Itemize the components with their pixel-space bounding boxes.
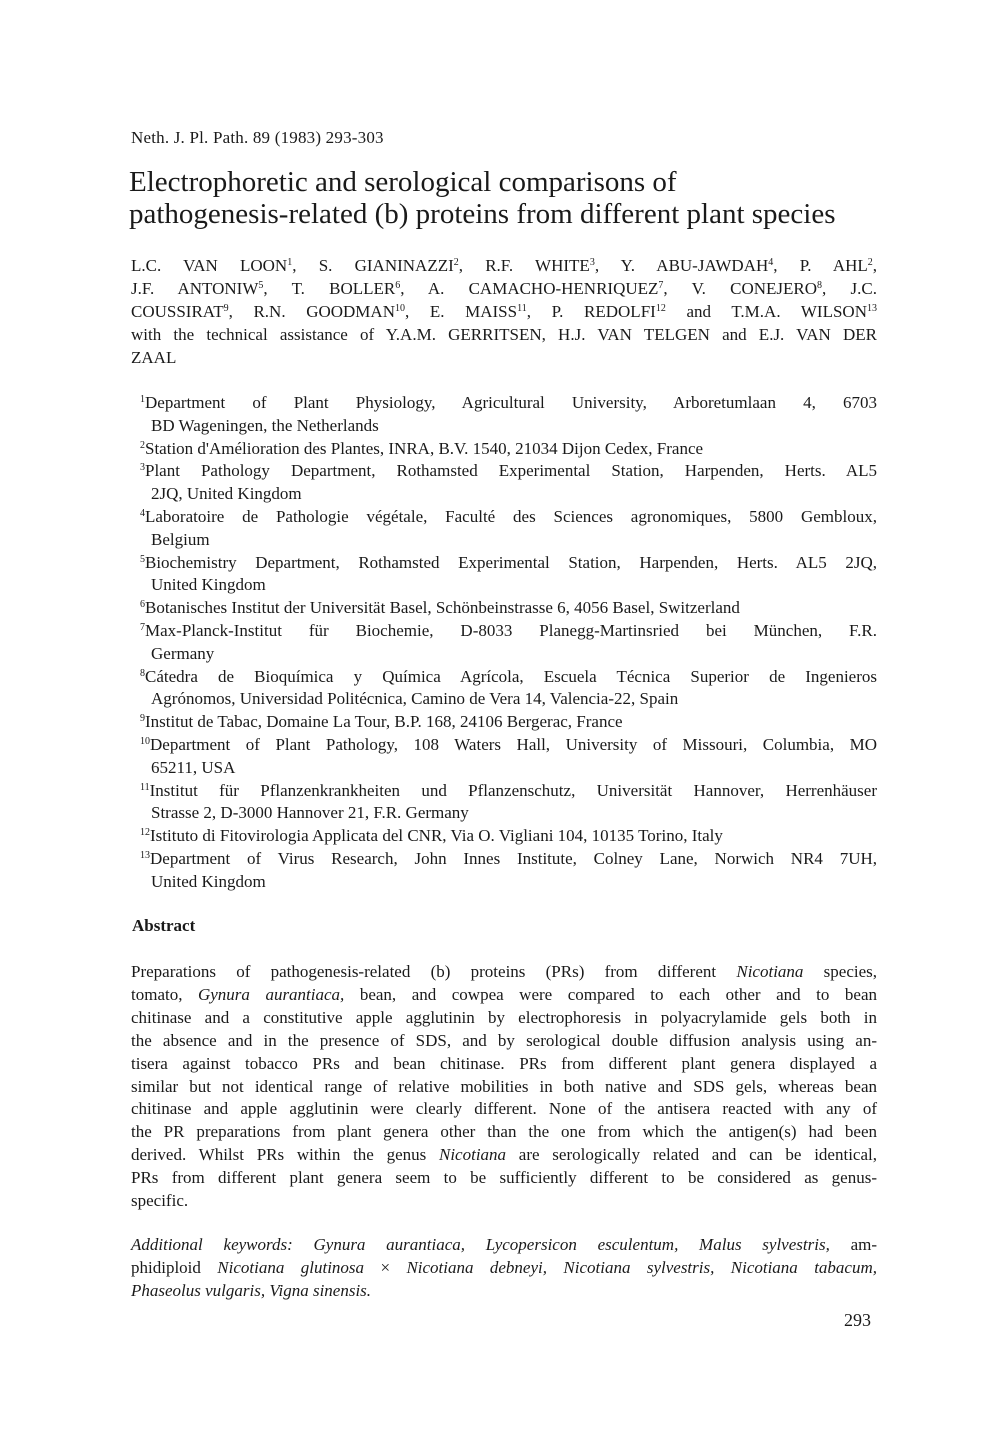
affiliation-7 <box>140 620 877 666</box>
affiliation-2 <box>140 438 877 461</box>
abstract-line: chitinase and apple agglutinin were clearly different. None of the antisera reacted with any of <box>131 1099 877 1119</box>
abstract-line: Preparations of pathogenesis-related (b) proteins (PRs) from different Nicotiana species, <box>131 962 878 981</box>
abstract-body <box>131 961 877 1213</box>
affiliation-line: $^{13}$Department of Virus Research, John Innes Institute, Colney Lane, Norwich NR4 7UH, <box>140 848 877 868</box>
affiliation-line: 65211, USA <box>151 757 236 777</box>
technical-assistance-line: with the technical assistance of Y.A.M. GERRITSEN, H.J. VAN TELGEN and E.J. VAN DER <box>131 325 877 344</box>
abstract-line: the PR preparations from plant genera other than the one from which the antigen(s) had been <box>131 1122 877 1142</box>
affiliation-line: Agrónomos, Universidad Politécnica, Camino de Vera 14, Valencia-22, Spain <box>151 689 679 709</box>
abstract-line: the absence and in the presence of SDS, and by serological double diffusion analysis using an- <box>131 1030 877 1050</box>
title-line: pathogenesis-related (b) proteins from different plant species <box>129 198 836 230</box>
abstract-heading: Abstract <box>132 916 196 935</box>
affiliation-line: $^9$Institut de Tabac, Domaine La Tour, B.P. 168, 24106 Bergerac, France <box>140 712 623 732</box>
abstract-line: similar but not identical range of relative mobilities in both native and SDS gels, whereas bean <box>131 1076 877 1096</box>
affiliation-1 <box>140 392 877 438</box>
author-list <box>131 254 877 369</box>
affiliation-line: 2JQ, United Kingdom <box>151 484 302 504</box>
additional-keywords <box>131 1233 877 1302</box>
affiliation-line: $^4$Laboratoire de Pathologie végétale, Faculté des Sciences agronomiques, 5800 Gembloux, <box>140 506 877 526</box>
abstract-line: specific. <box>131 1191 189 1211</box>
affiliation-line: $^5$Biochemistry Department, Rothamsted Experimental Station, Harpenden, Herts. AL5 2JQ, <box>140 552 877 572</box>
affiliation-line: Germany <box>151 643 215 663</box>
affiliation-12 <box>140 825 877 848</box>
affiliation-line: $^1$Department of Plant Physiology, Agricultural University, Arboretumlaan 4, 6703 <box>140 393 877 412</box>
affiliation-line: $^2$Station d'Amélioration des Plantes, INRA, B.V. 1540, 21034 Dijon Cedex, France <box>140 438 704 458</box>
affiliation-line: Belgium <box>151 529 210 549</box>
affiliation-line: $^8$Cátedra de Bioquímica y Química Agrícola, Escuela Técnica Superior de Ingenieros <box>140 666 877 686</box>
journal-reference: Neth. J. Pl. Path. 89 (1983) 293-303 <box>131 128 384 147</box>
affiliation-6 <box>140 597 877 620</box>
abstract-line: derived. Whilst PRs within the genus Nicotiana are serologically related and can be identical, <box>131 1145 877 1165</box>
affiliation-list <box>140 392 877 894</box>
affiliation-line: United Kingdom <box>151 575 266 595</box>
affiliation-line: United Kingdom <box>151 871 266 891</box>
author-line: COUSSIRAT$^9$, R.N. GOODMAN$^{10}$, E. MAISS$^{11}$, P. REDOLFI$^{12}$ and T.M.A. WILSON$^{13}$ <box>131 302 877 321</box>
affiliation-line: $^7$Max-Planck-Institut für Biochemie, D-8033 Planegg-Martinsried bei München, F.R. <box>140 620 877 640</box>
keywords-line: Additional keywords: Gynura aurantiaca, Lycopersicon esculentum, Malus sylvestris, am- <box>131 1235 877 1254</box>
affiliation-9 <box>140 711 877 734</box>
affiliation-line: $^{11}$Institut für Pflanzenkrankheiten und Pflanzenschutz, Universität Hannover, Herrenhäuser <box>140 780 877 800</box>
keywords-line: Phaseolus vulgaris, Vigna sinensis. <box>131 1281 372 1300</box>
paper-title <box>129 166 929 230</box>
keywords-line: phidiploid Nicotiana glutinosa × Nicotiana debneyi, Nicotiana sylvestris, Nicotiana tabacum, <box>131 1258 878 1277</box>
abstract-line: chitinase and a constitutive apple agglutinin by electrophoresis in polyacrylamide gels both in <box>131 1007 877 1027</box>
affiliation-line: $^{12}$Istituto di Fitovirologia Applicata del CNR, Via O. Vigliani 104, 10135 Torino, Italy <box>140 826 723 846</box>
affiliation-line: $^6$Botanisches Institut der Universität Basel, Schönbeinstrasse 6, 4056 Basel, Switzerland <box>140 598 740 618</box>
affiliation-10 <box>140 734 877 780</box>
abstract-line: PRs from different plant genera seem to be sufficiently different to be considered as genus- <box>131 1168 877 1188</box>
affiliation-line: BD Wageningen, the Netherlands <box>151 415 379 435</box>
author-line: J.F. ANTONIW$^5$, T. BOLLER$^6$, A. CAMACHO-HENRIQUEZ$^7$, V. CONEJERO$^8$, J.C. <box>131 279 877 298</box>
author-line: L.C. VAN LOON$^1$, S. GIANINAZZI$^2$, R.F. WHITE$^3$, Y. ABU-JAWDAH$^4$, P. AHL$^2$, <box>131 256 878 275</box>
page-number: 293 <box>844 1310 871 1330</box>
title-line: Electrophoretic and serological comparisons of <box>129 166 677 198</box>
technical-assistance-line: ZAAL <box>131 348 177 367</box>
abstract-line: tomato, Gynura aurantiaca, bean, and cowpea were compared to each other and to bean <box>131 984 878 1004</box>
affiliation-line: Strasse 2, D-3000 Hannover 21, F.R. Germany <box>151 803 469 823</box>
affiliation-13 <box>140 848 877 894</box>
affiliation-8 <box>140 666 877 712</box>
affiliation-3 <box>140 460 877 506</box>
affiliation-11 <box>140 780 877 826</box>
abstract-line: tisera against tobacco PRs and bean chitinase. PRs from different plant genera displayed a <box>131 1053 877 1073</box>
affiliation-line: $^{10}$Department of Plant Pathology, 108 Waters Hall, University of Missouri, Columbia, MO <box>140 734 877 754</box>
affiliation-line: $^3$Plant Pathology Department, Rothamsted Experimental Station, Harpenden, Herts. AL5 <box>140 461 877 481</box>
affiliation-5 <box>140 552 877 598</box>
affiliation-4 <box>140 506 877 552</box>
